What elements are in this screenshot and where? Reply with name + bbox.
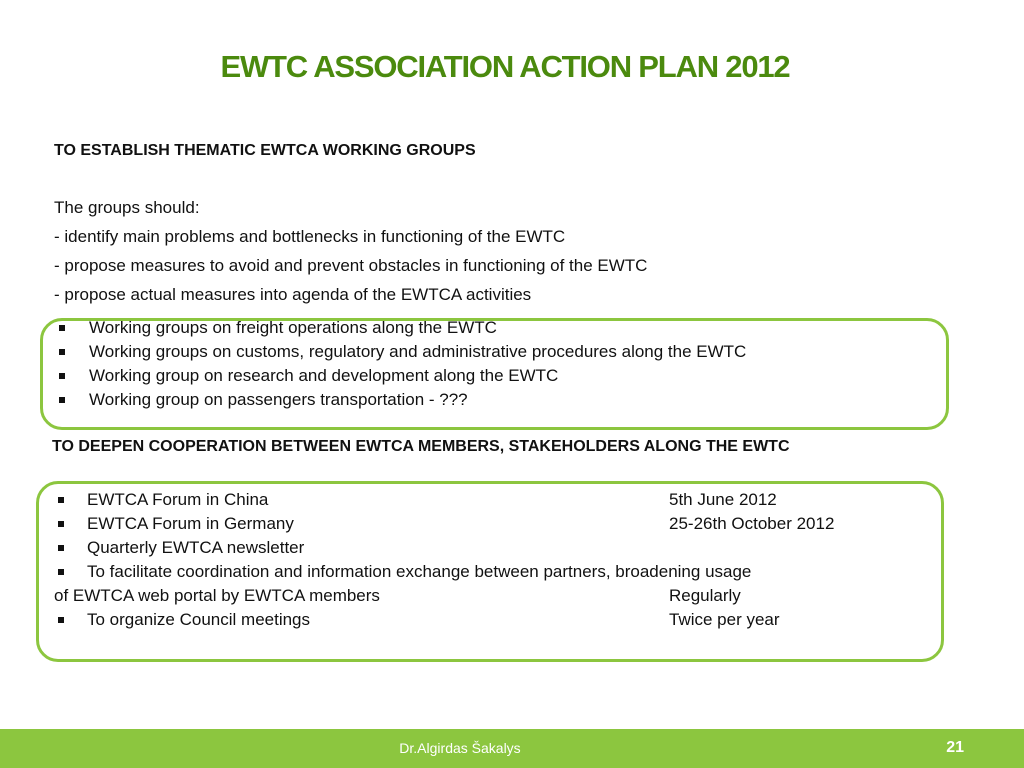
bullet-marker (59, 373, 65, 379)
section1-point-2: - propose measures to avoid and prevent obstacles in functioning of the EWTC (54, 256, 648, 275)
section1-point-3: - propose actual measures into agenda of the EWTCA activities (54, 285, 532, 304)
cooperation-item-1: EWTCA Forum in China (87, 490, 269, 509)
bullet-marker (58, 617, 64, 623)
section1-intro: The groups should: (54, 198, 200, 217)
cooperation-item-5: To organize Council meetings (87, 610, 311, 629)
cooperation-item-2-date: 25-26th October 2012 (669, 514, 835, 533)
working-group-item-3: Working group on research and development along the EWTC (89, 366, 559, 385)
working-group-item-1: Working groups on freight operations along the EWTC (89, 318, 497, 337)
section1-point-1: - identify main problems and bottlenecks in functioning of the EWTC (54, 227, 566, 246)
bullet-marker (58, 569, 64, 575)
cooperation-item-2: EWTCA Forum in Germany (87, 514, 294, 533)
footer-bar (0, 729, 1024, 768)
working-group-item-2: Working groups on customs, regulatory and administrative procedures along the EWTC (89, 342, 747, 361)
bullet-marker (59, 325, 65, 331)
section2-heading: TO DEEPEN COOPERATION BETWEEN EWTCA MEMBERS, STAKEHOLDERS ALONG THE EWTC (52, 438, 790, 455)
bullet-marker (59, 349, 65, 355)
footer-author: Dr.Algirdas Šakalys (399, 740, 521, 756)
cooperation-item-4: To facilitate coordination and information exchange between partners, broadening usage (87, 562, 752, 581)
cooperation-item-4-continuation: of EWTCA web portal by EWTCA members (54, 586, 380, 605)
working-group-item-4: Working group on passengers transportation - ??? (89, 390, 468, 409)
section1-heading: TO ESTABLISH THEMATIC EWTCA WORKING GROUPS (54, 142, 476, 159)
bullet-marker (58, 545, 64, 551)
bullet-marker (58, 497, 64, 503)
page-number: 21 (946, 739, 964, 756)
cooperation-item-5-frequency: Twice per year (669, 610, 780, 629)
slide-title: EWTC ASSOCIATION ACTION PLAN 2012 (220, 49, 790, 84)
bullet-marker (59, 397, 65, 403)
cooperation-item-3: Quarterly EWTCA newsletter (87, 538, 305, 557)
cooperation-item-1-date: 5th June 2012 (669, 490, 777, 509)
bullet-marker (58, 521, 64, 527)
cooperation-item-4-frequency: Regularly (669, 586, 741, 605)
